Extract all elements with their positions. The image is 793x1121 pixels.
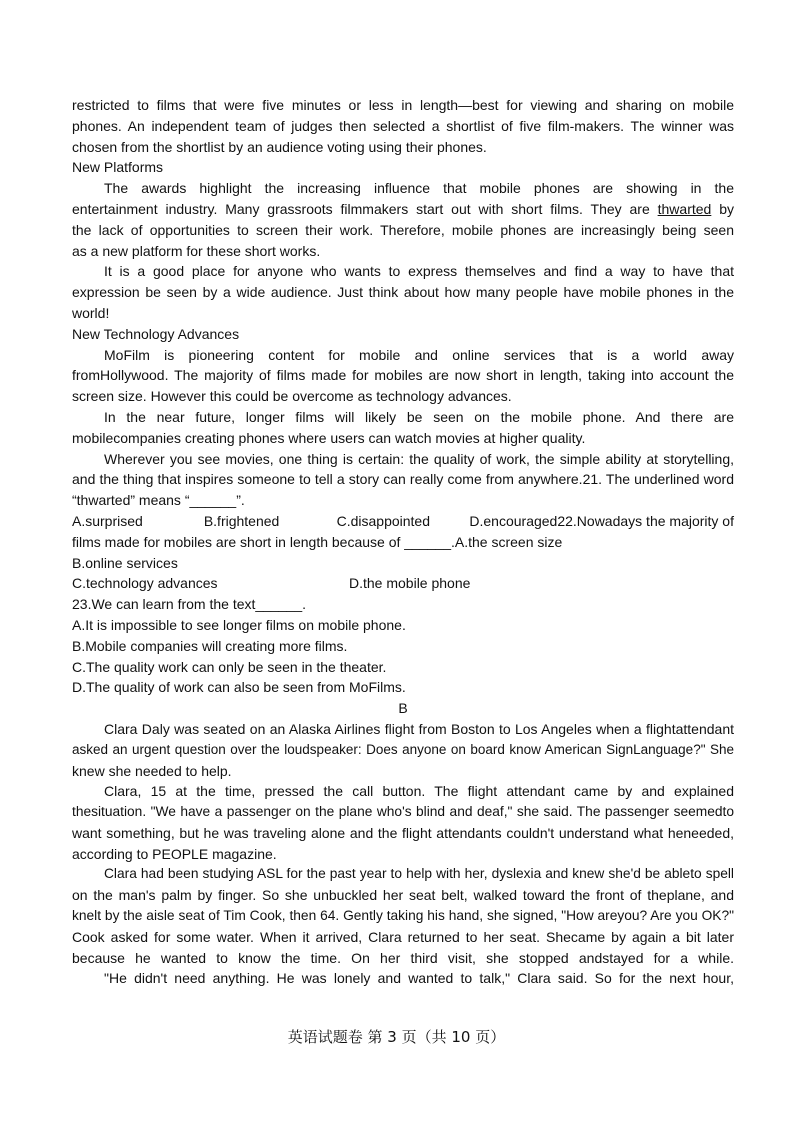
text-line: Clara had been studying ASL for the past year to help with her, dyslexia and knew she'd be ableto spell	[104, 866, 734, 882]
paragraph	[72, 345, 734, 407]
text-line: on the man's palm by finger. So she unbuckled her seat belt, walked toward the front of theplane, and	[72, 887, 734, 904]
paragraph	[72, 407, 734, 449]
text-line: because he wanted to know the time. On her third visit, she stopped andstayed for a while.	[72, 949, 734, 966]
option-d: D.The quality of work can also be seen from MoFilms.	[72, 679, 406, 696]
text-line: the lack of opportunities to screen their work. Therefore, mobile phones are increasingly being seen	[72, 221, 734, 238]
text-line: asked an urgent question over the loudspeaker: Does anyone on board know American SignLanguage?" She	[72, 741, 734, 757]
section-heading: New Technology Advances	[72, 325, 240, 342]
text-span: by	[711, 200, 734, 217]
option-c: C.technology advances	[72, 575, 218, 592]
text-line: The awards highlight the increasing influence that mobile phones are showing in the	[104, 180, 734, 197]
question-22-options	[72, 573, 734, 594]
text-line: mobilecompanies creating phones where users can watch movies at higher quality.	[72, 429, 586, 446]
text-line: "He didn't need anything. He was lonely and wanted to talk," Clara said. So for the next hour,	[104, 970, 734, 987]
text-line: restricted to films that were five minutes or less in length—best for viewing and sharing on mobile	[72, 97, 734, 113]
text-line: In the near future, longer films will likely be seen on the mobile phone. And there are	[104, 408, 734, 425]
paragraph	[72, 261, 734, 323]
paragraph	[72, 449, 734, 511]
text-line: Cook asked for some water. When it arrived, Clara returned to her seat. Shecame by again a bit later	[72, 928, 734, 945]
question-23-stem: 23.We can learn from the text______.	[72, 596, 306, 613]
exam-page	[72, 95, 734, 989]
text-line: expression be seen by a wide audience. Just think about how many people have mobile phones in the	[72, 284, 734, 301]
text-line: world!	[72, 304, 110, 321]
text-line: screen size. However this could be overcome as technology advances.	[72, 388, 512, 405]
text-line: knelt by the aisle seat of Tim Cook, then 64. Gently taking his hand, she signed, "How areyou? Are you OK?"	[72, 908, 734, 924]
paragraph	[72, 781, 734, 864]
passage-heading: B	[398, 700, 408, 717]
text-line: Wherever you see movies, one thing is certain: the quality of work, the simple ability at storytelling,	[104, 450, 734, 467]
underlined-word: thwarted	[657, 200, 712, 217]
text-line: “thwarted” means “______”.	[72, 492, 245, 509]
question-21-options	[72, 511, 734, 532]
text-span: entertainment industry. Many grassroots filmmakers start out with short films. They are	[72, 200, 658, 217]
text-line	[72, 199, 734, 220]
option-a: A.surprised	[72, 512, 143, 529]
text-line: MoFilm is pioneering content for mobile and online services that is a world away	[104, 346, 734, 363]
option-c: C.disappointed	[336, 512, 431, 529]
option-d: D.the mobile phone	[349, 575, 471, 592]
question-22-stem: films made for mobiles are short in length because of ______.A.the screen size	[72, 533, 563, 550]
text-line: Clara, 15 at the time, pressed the call button. The flight attendant came by and explained	[104, 783, 734, 800]
paragraph	[72, 178, 734, 261]
option-a: A.It is impossible to see longer films on mobile phone.	[72, 616, 406, 633]
option-c: C.The quality work can only be seen in the theater.	[72, 658, 387, 675]
text-line: want something, but he was traveling alone and the flight attendants couldn't understand what heneeded,	[72, 824, 734, 841]
paragraph	[72, 95, 734, 157]
option-b: B.Mobile companies will creating more films.	[72, 637, 348, 654]
paragraph	[72, 864, 734, 968]
text-line: fromHollywood. The majority of films made for mobiles are now short in length, taking into account the	[72, 367, 734, 384]
text-line: phones. An independent team of judges then selected a shortlist of five film-makers. The winner was	[72, 117, 734, 134]
text-line: It is a good place for anyone who wants to express themselves and find a way to have that	[104, 263, 734, 280]
page-footer: 英语试题卷 第 3 页（共 10 页）	[287, 1028, 506, 1046]
text-line: according to PEOPLE magazine.	[72, 845, 277, 862]
paragraph	[72, 719, 734, 781]
text-line: and the thing that inspires someone to tell a story can really come from anywhere.21. The underlined word	[72, 471, 734, 488]
text-line: Clara Daly was seated on an Alaska Airlines flight from Boston to Los Angeles when a flightattendant	[104, 720, 734, 737]
option-b: B.frightened	[203, 512, 280, 529]
option-d: D.encouraged22.Nowadays the majority of	[469, 512, 734, 529]
text-line: knew she needed to help.	[72, 762, 232, 779]
text-line: as a new platform for these short works.	[72, 242, 321, 259]
section-heading: New Platforms	[72, 159, 164, 176]
text-line: chosen from the shortlist by an audience voting using their phones.	[72, 138, 487, 155]
option-b: B.online services	[72, 554, 178, 571]
text-line: thesituation. "We have a passenger on the plane who's blind and deaf," she said. The passenger seemedto	[72, 804, 734, 820]
